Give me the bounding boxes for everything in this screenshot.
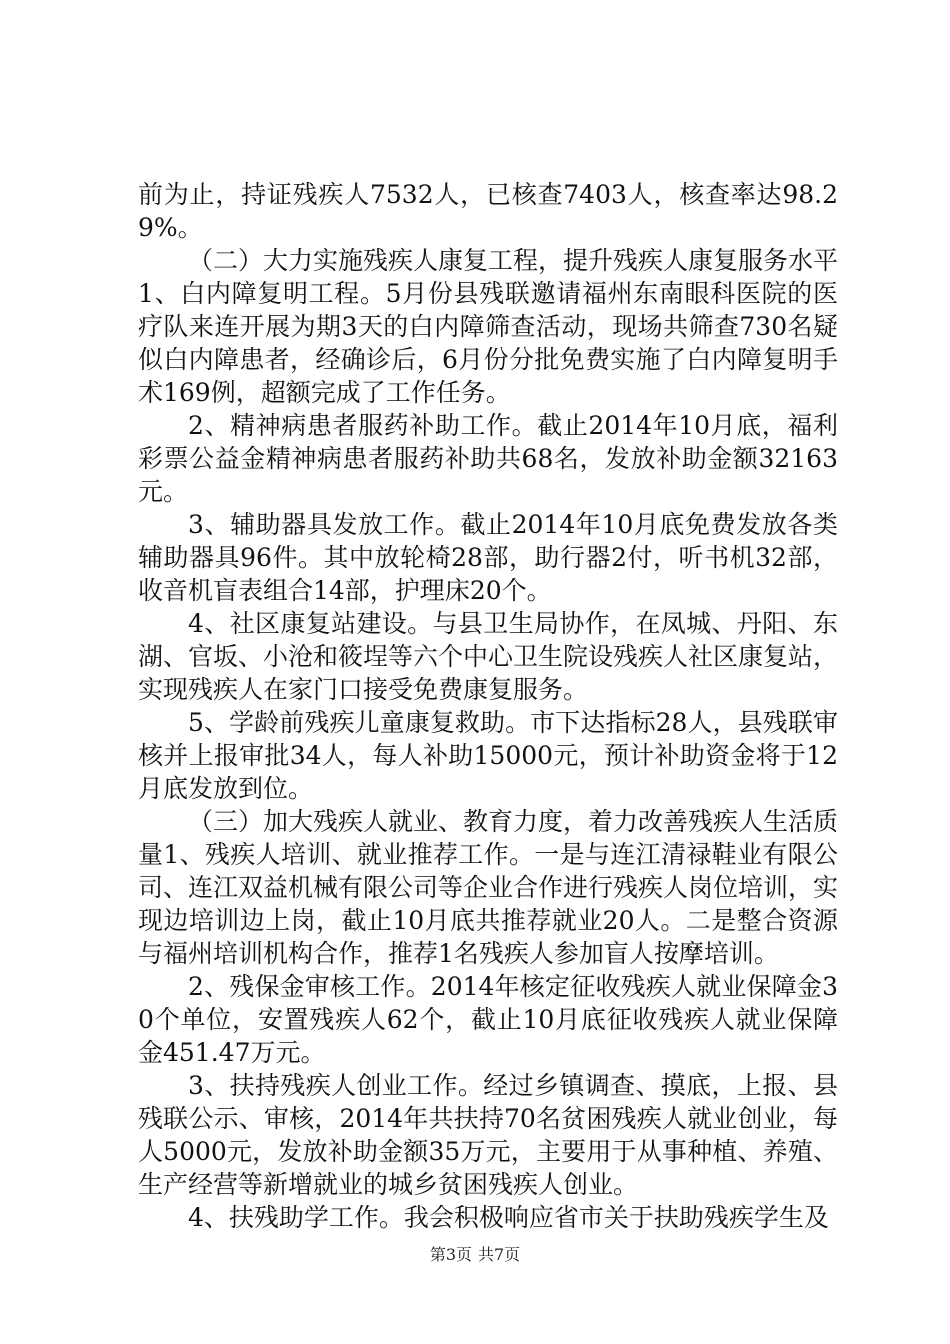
- paragraph-employment-security-fund: 2、残保金审核工作。2014年核定征收残疾人就业保障金30个单位，安置残疾人62个，截止10月底征收残疾人就业保障金451.47万元。: [138, 972, 838, 1067]
- paragraph-entrepreneurship-support: 3、扶持残疾人创业工作。经过乡镇调查、摸底，上报、县残联公示、审核，2014年共扶持70名贫困残疾人就业创业，每人5000元，发放补助金额35万元，主要用于从事种植、养殖、生产经营等新增就业的城乡贫困残疾人创业。: [138, 1071, 838, 1199]
- paragraph-mental-illness-subsidy: 2、精神病患者服药补助工作。截止2014年10月底，福利彩票公益金精神病患者服药补助共68名，发放补助金额32163元。: [138, 411, 838, 506]
- paragraph-education-aid: 4、扶残助学工作。我会积极响应省市关于扶助残疾学生及: [188, 1203, 829, 1232]
- paragraph-verification-rate: 前为止，持证残疾人7532人，已核查7403人，核查率达98.29%。: [138, 180, 838, 242]
- paragraph-assistive-devices: 3、辅助器具发放工作。截止2014年10月底免费发放各类辅助器具96件。其中放轮椅28部，助行器2付，听书机32部，收音机盲表组合14部，护理床20个。: [138, 510, 838, 605]
- paragraph-employment-training: （三）加大残疾人就业、教育力度，着力改善残疾人生活质量1、残疾人培训、就业推荐工作。一是与连江清禄鞋业有限公司、连江双益机械有限公司等企业合作进行残疾人岗位培训，实现边培训边上岗，截止10月底共推荐就业20人。二是整合资源与福州培训机构合作，推荐1名残疾人参加盲人按摩培训。: [138, 807, 839, 968]
- document-body: [138, 178, 838, 1234]
- paragraph-community-rehab: 4、社区康复站建设。与县卫生局协作，在凤城、丹阳、东湖、官坂、小沧和筱埕等六个中心卫生院设残疾人社区康复站，实现残疾人在家门口接受免费康复服务。: [138, 609, 839, 704]
- page-number: 第3页: [429, 1245, 472, 1264]
- page-footer: [0, 1245, 950, 1265]
- paragraph-rehabilitation-cataract: （二）大力实施残疾人康复工程，提升残疾人康复服务水平1、白内障复明工程。5月份县残联邀请福州东南眼科医院的医疗队来连开展为期3天的白内障筛查活动，现场共筛查730名疑似白内障患者，经确诊后，6月份分批免费实施了白内障复明手术169例，超额完成了工作任务。: [138, 246, 839, 407]
- paragraph-preschool-children: 5、学龄前残疾儿童康复救助。市下达指标28人，县残联审核并上报审批34人，每人补助15000元，预计补助资金将于12月底发放到位。: [138, 708, 838, 803]
- page-total: 共7页: [478, 1245, 521, 1264]
